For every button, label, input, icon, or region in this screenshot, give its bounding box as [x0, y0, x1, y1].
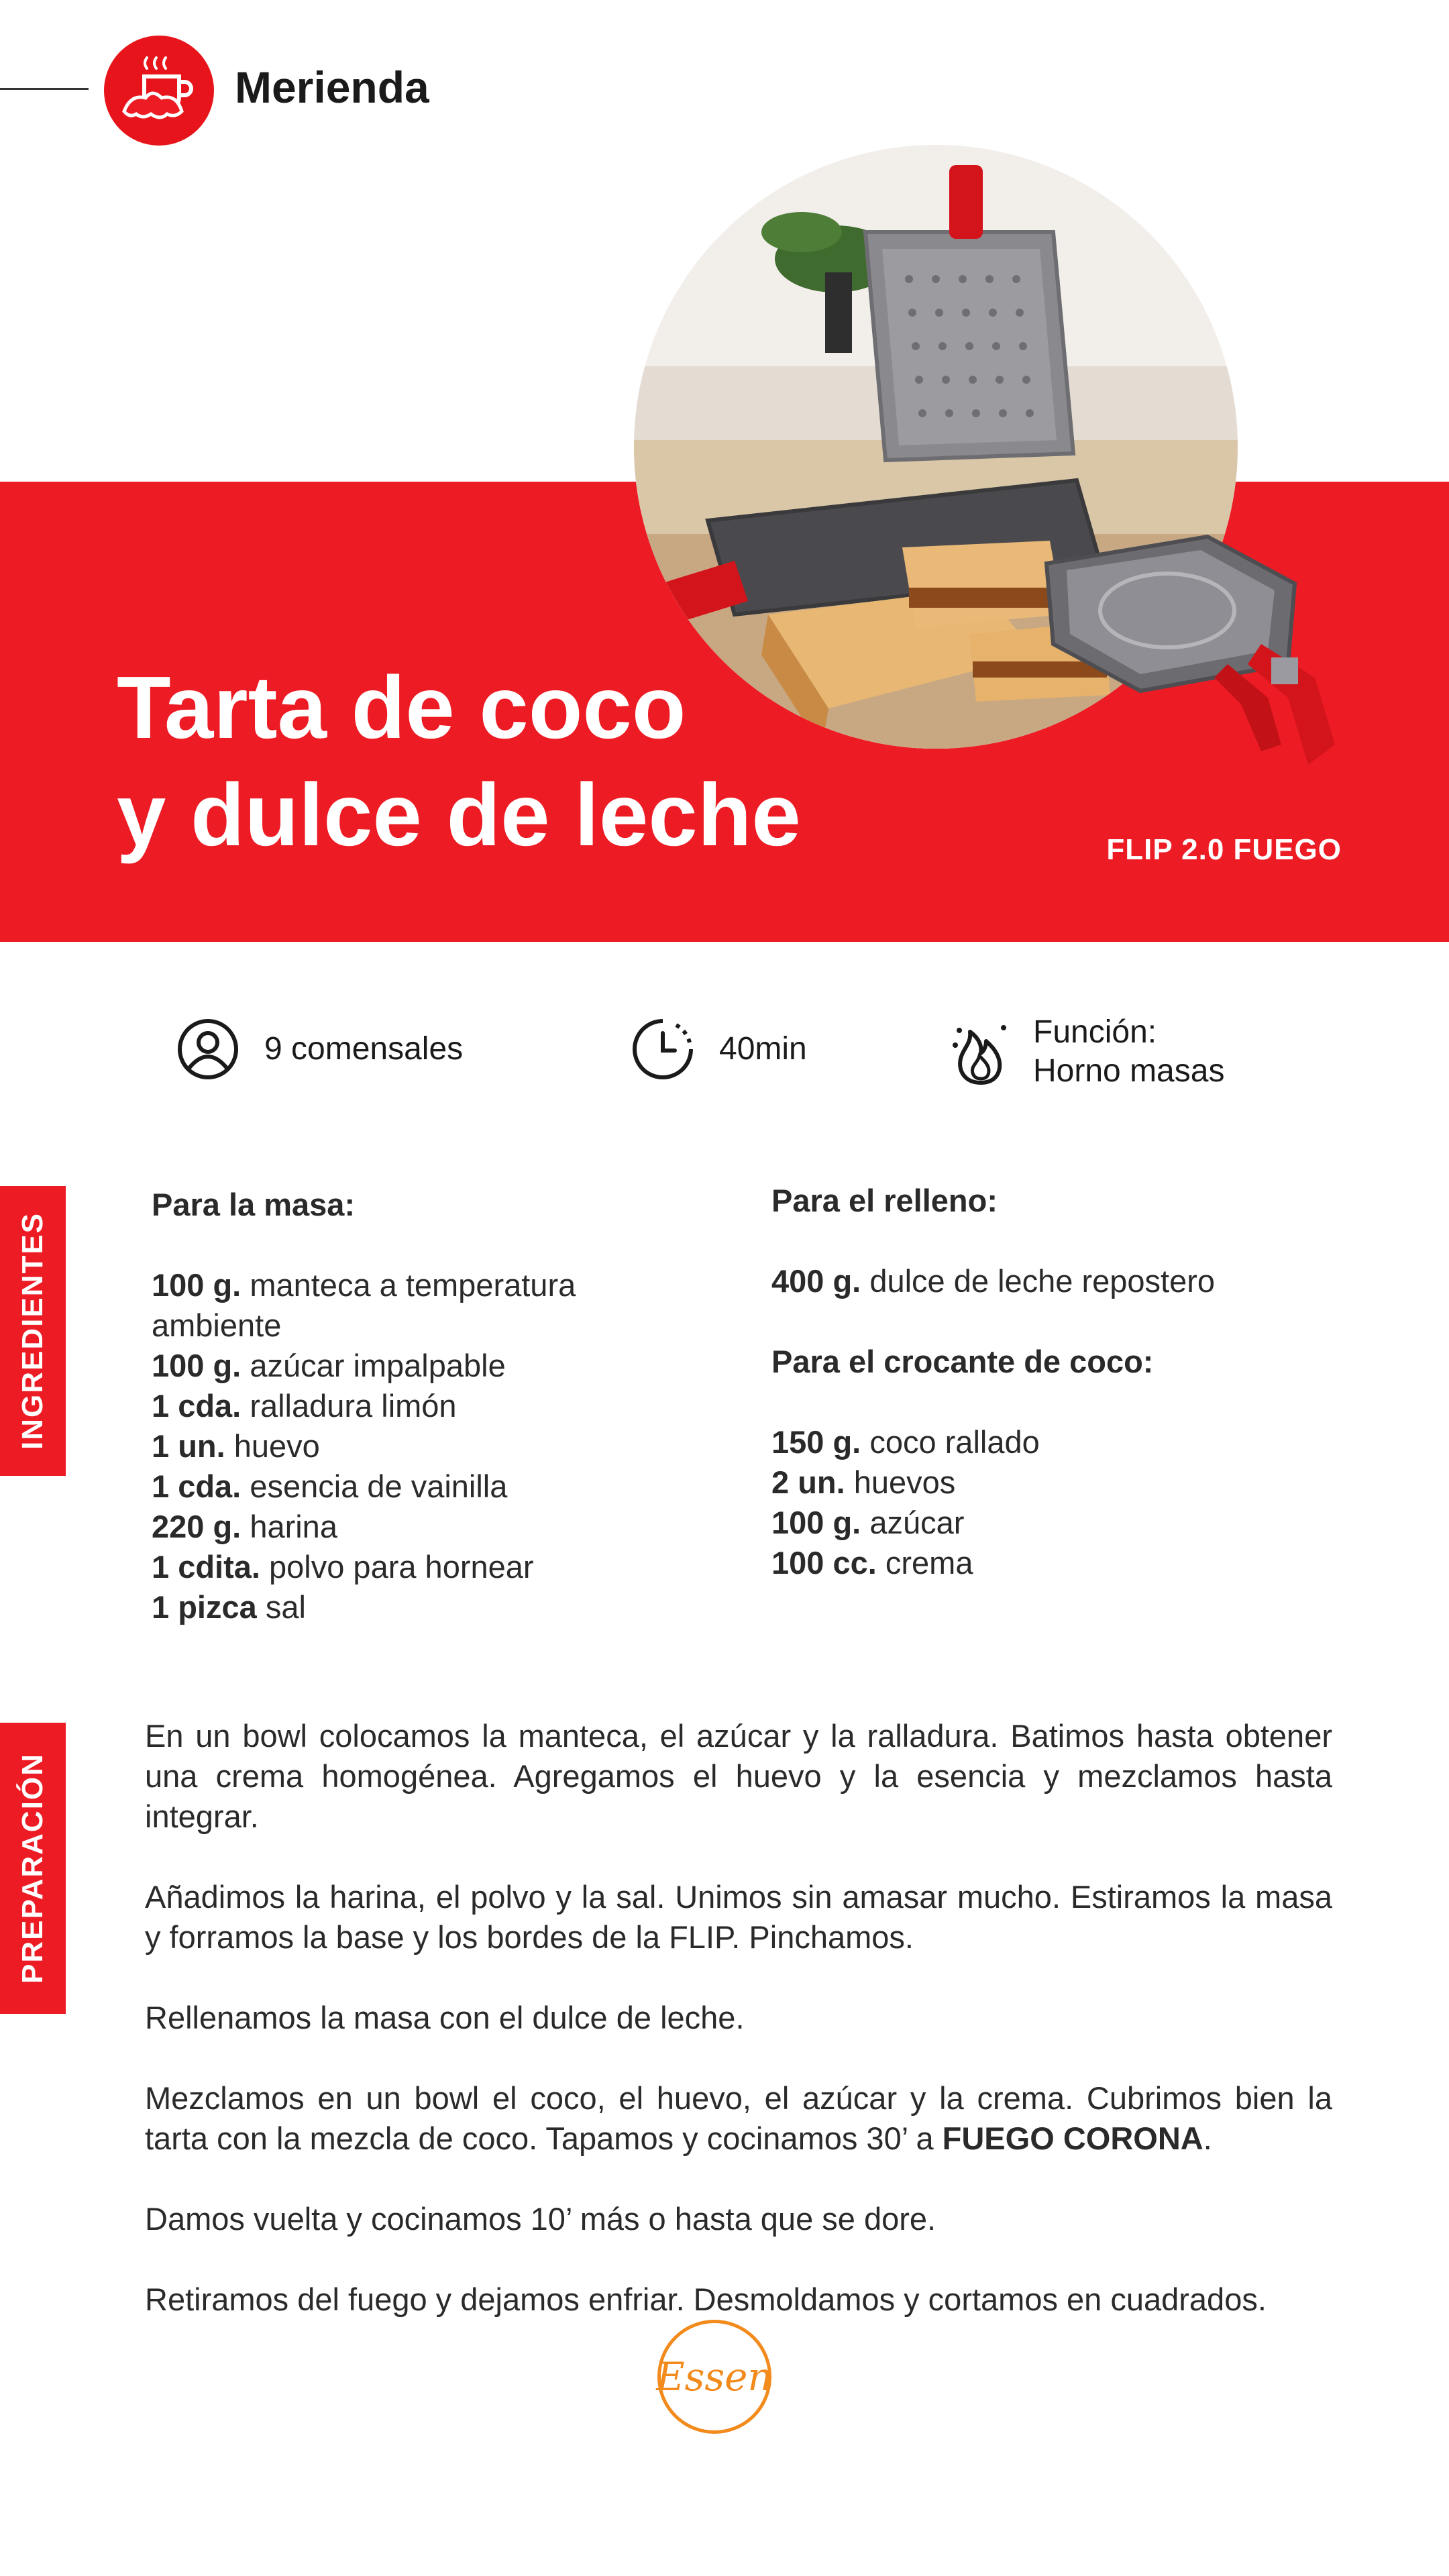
servings-text: 9 comensales	[264, 1031, 464, 1067]
ingredient-item: 2 un. huevos	[771, 1464, 956, 1500]
ingredient-item: 1 cda. ralladura limón	[152, 1388, 457, 1424]
prep-step-2: Añadimos la harina, el polvo y la sal. Unimos sin amasar mucho. Estiramos la masa y forramos la base y los bordes de la FLIP. Pinchamos.	[145, 1879, 1332, 1955]
ingredient-item: 100 g. manteca a temperatura	[152, 1267, 576, 1303]
ingredient-item: 220 g. harina	[152, 1509, 337, 1544]
essen-logo-text: Essen	[656, 2354, 773, 2400]
preparation-steps	[145, 1716, 1332, 2360]
prep-step-6: Retiramos del fuego y dejamos enfriar. Desmoldamos y cortamos en cuadrados.	[145, 2282, 1267, 2317]
crocante-heading: Para el crocante de coco:	[771, 1344, 1154, 1379]
recipe-title	[117, 654, 855, 869]
function-text	[1033, 1013, 1224, 1091]
ingredient-item: 150 g. coco rallado	[771, 1424, 1040, 1460]
ingredient-item: 100 cc. crema	[771, 1545, 973, 1580]
ingredients-masa	[152, 1185, 661, 1627]
clock-icon	[631, 1017, 695, 1081]
ingredients-tab	[0, 1186, 66, 1476]
relleno-heading: Para el relleno:	[771, 1183, 998, 1218]
prep-step-3: Rellenamos la masa con el dulce de leche.	[145, 2000, 745, 2035]
closed-pan-image	[1040, 523, 1389, 792]
ingredient-item: 100 g. azúcar impalpable	[152, 1348, 506, 1383]
ingredients-relleno-crocante	[771, 1181, 1348, 1583]
function-value: Horno masas	[1033, 1053, 1225, 1089]
ingredients-tab-label: INGREDIENTES	[16, 1212, 50, 1450]
header-divider-line	[0, 88, 89, 90]
servings-stat	[176, 1017, 463, 1081]
ingredient-item: 1 cda. esencia de vainilla	[152, 1468, 508, 1504]
product-name: FLIP 2.0 FUEGO	[1106, 833, 1342, 866]
ingredient-item: 1 un. huevo	[152, 1428, 320, 1464]
flame-icon	[949, 1020, 1013, 1084]
masa-heading: Para la masa:	[152, 1187, 356, 1222]
ingredient-item: ambiente	[152, 1307, 282, 1343]
prep-step-4: Mezclamos en un bowl el coco, el huevo, el azúcar y la crema. Cubrimos bien la tarta con la mezcla de coco. Tapamos y cocinamos 30’ a FUEGO CORONA.	[145, 2080, 1332, 2156]
preparation-tab-label: PREPARACIÓN	[16, 1753, 50, 1984]
category-title: Merienda	[235, 62, 429, 112]
essen-logo	[657, 2320, 771, 2434]
recipe-stats	[0, 1013, 1449, 1120]
ingredient-item: 1 pizca sal	[152, 1589, 306, 1625]
function-label: Función:	[1033, 1014, 1157, 1050]
prep-step-1: En un bowl colocamos la manteca, el azúcar y la ralladura. Batimos hasta obtener una crema homogénea. Agregamos el huevo y la esencia y mezclamos hasta integrar.	[145, 1718, 1332, 1834]
ingredient-item: 100 g. azúcar	[771, 1505, 965, 1540]
prep-step-5: Damos vuelta y cocinamos 10’ más o hasta que se dore.	[145, 2201, 936, 2237]
function-stat	[949, 1013, 1224, 1091]
person-icon	[176, 1017, 240, 1081]
recipe-title-line-2: y dulce de leche	[117, 765, 801, 864]
recipe-title-line-1: Tarta de coco	[117, 658, 686, 757]
time-text: 40min	[719, 1031, 807, 1067]
preparation-tab	[0, 1723, 66, 2014]
ingredient-item: 400 g. dulce de leche repostero	[771, 1263, 1216, 1299]
coffee-cup-croissant-icon	[104, 36, 214, 146]
time-stat	[631, 1017, 807, 1081]
ingredient-item: 1 cdita. polvo para hornear	[152, 1549, 534, 1585]
